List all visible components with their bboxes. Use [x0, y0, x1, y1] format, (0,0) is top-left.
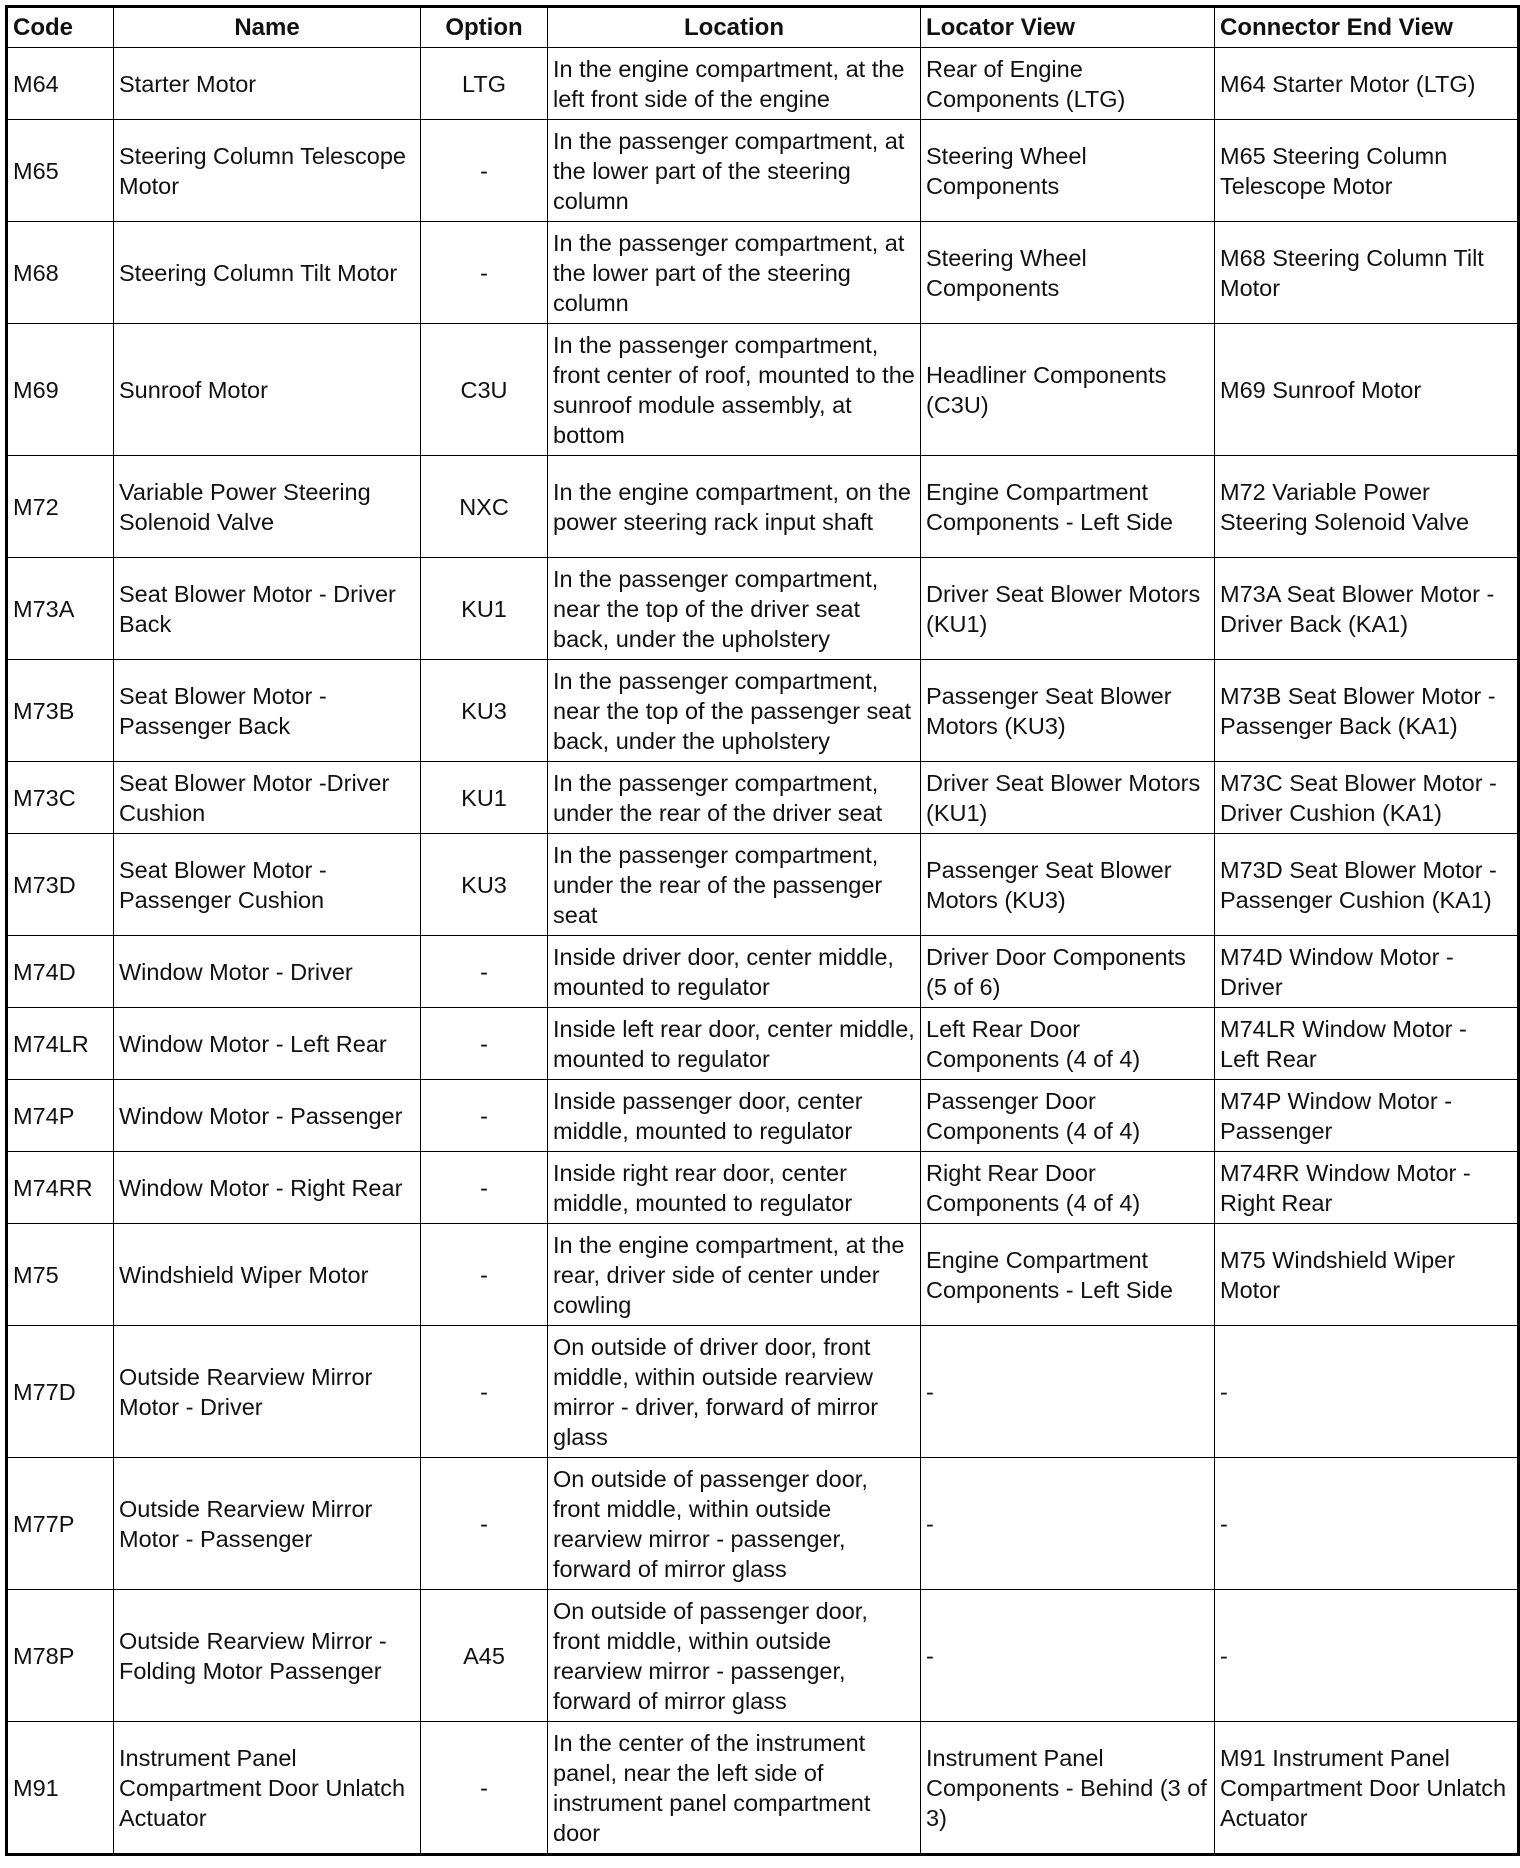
cell-option: - [421, 222, 548, 324]
table-row [7, 324, 1519, 456]
cell-option: - [421, 936, 548, 1008]
cell-name: Window Motor - Right Rear [114, 1152, 421, 1224]
cell-connector-end-view: M74D Window Motor - Driver [1215, 936, 1519, 1008]
cell-locator-view: - [921, 1590, 1215, 1722]
table-row [7, 1458, 1519, 1590]
cell-option: NXC [421, 456, 548, 558]
cell-code: M68 [7, 222, 114, 324]
cell-option: - [421, 1008, 548, 1080]
cell-code: M75 [7, 1224, 114, 1326]
cell-name: Outside Rearview Mirror Motor - Passenger [114, 1458, 421, 1590]
header-connector-end-view: Connector End View [1215, 7, 1519, 48]
table-row [7, 456, 1519, 558]
component-locator-table [5, 5, 1520, 1856]
cell-name: Window Motor - Passenger [114, 1080, 421, 1152]
cell-location: On outside of passenger door, front middle, within outside rearview mirror - passenger, forward of mirror glass [548, 1458, 921, 1590]
cell-connector-end-view: M65 Steering Column Telescope Motor [1215, 120, 1519, 222]
cell-location: Inside left rear door, center middle, mounted to regulator [548, 1008, 921, 1080]
cell-location: In the passenger compartment, under the rear of the passenger seat [548, 834, 921, 936]
cell-code: M72 [7, 456, 114, 558]
cell-option: - [421, 1080, 548, 1152]
cell-connector-end-view: M91 Instrument Panel Compartment Door Unlatch Actuator [1215, 1722, 1519, 1855]
cell-locator-view: - [921, 1326, 1215, 1458]
cell-name: Outside Rearview Mirror Motor - Driver [114, 1326, 421, 1458]
table-row [7, 120, 1519, 222]
cell-location: In the passenger compartment, at the lower part of the steering column [548, 120, 921, 222]
cell-location: In the passenger compartment, at the lower part of the steering column [548, 222, 921, 324]
header-code: Code [7, 7, 114, 48]
table-row [7, 936, 1519, 1008]
header-locator-view: Locator View [921, 7, 1215, 48]
cell-locator-view: - [921, 1458, 1215, 1590]
cell-option: C3U [421, 324, 548, 456]
table-row [7, 1590, 1519, 1722]
cell-code: M77P [7, 1458, 114, 1590]
cell-name: Window Motor - Left Rear [114, 1008, 421, 1080]
cell-option: A45 [421, 1590, 548, 1722]
cell-name: Steering Column Telescope Motor [114, 120, 421, 222]
cell-location: In the passenger compartment, front center of roof, mounted to the sunroof module assembly, at bottom [548, 324, 921, 456]
cell-name: Steering Column Tilt Motor [114, 222, 421, 324]
cell-option: - [421, 1326, 548, 1458]
cell-location: Inside passenger door, center middle, mounted to regulator [548, 1080, 921, 1152]
cell-locator-view: Driver Seat Blower Motors (KU1) [921, 762, 1215, 834]
cell-name: Window Motor - Driver [114, 936, 421, 1008]
cell-option: KU3 [421, 834, 548, 936]
cell-code: M64 [7, 48, 114, 120]
cell-connector-end-view: M72 Variable Power Steering Solenoid Valve [1215, 456, 1519, 558]
cell-location: In the engine compartment, at the left front side of the engine [548, 48, 921, 120]
cell-connector-end-view: M75 Windshield Wiper Motor [1215, 1224, 1519, 1326]
cell-location: On outside of driver door, front middle, within outside rearview mirror - driver, forward of mirror glass [548, 1326, 921, 1458]
cell-location: In the center of the instrument panel, near the left side of instrument panel compartment door [548, 1722, 921, 1855]
cell-location: In the engine compartment, at the rear, driver side of center under cowling [548, 1224, 921, 1326]
cell-connector-end-view: M64 Starter Motor (LTG) [1215, 48, 1519, 120]
cell-name: Instrument Panel Compartment Door Unlatch Actuator [114, 1722, 421, 1855]
cell-locator-view: Passenger Seat Blower Motors (KU3) [921, 834, 1215, 936]
cell-connector-end-view: M74RR Window Motor - Right Rear [1215, 1152, 1519, 1224]
table-row [7, 834, 1519, 936]
cell-locator-view: Headliner Components (C3U) [921, 324, 1215, 456]
cell-name: Sunroof Motor [114, 324, 421, 456]
cell-code: M77D [7, 1326, 114, 1458]
cell-locator-view: Engine Compartment Components - Left Side [921, 1224, 1215, 1326]
cell-name: Seat Blower Motor -Driver Cushion [114, 762, 421, 834]
cell-code: M78P [7, 1590, 114, 1722]
header-row [7, 7, 1519, 48]
cell-connector-end-view: M73D Seat Blower Motor - Passenger Cushion (KA1) [1215, 834, 1519, 936]
cell-locator-view: Rear of Engine Components (LTG) [921, 48, 1215, 120]
cell-code: M74RR [7, 1152, 114, 1224]
cell-connector-end-view: M73B Seat Blower Motor - Passenger Back (KA1) [1215, 660, 1519, 762]
cell-locator-view: Instrument Panel Components - Behind (3 of 3) [921, 1722, 1215, 1855]
cell-code: M73B [7, 660, 114, 762]
cell-name: Windshield Wiper Motor [114, 1224, 421, 1326]
table-row [7, 1152, 1519, 1224]
cell-connector-end-view: - [1215, 1590, 1519, 1722]
cell-location: In the engine compartment, on the power steering rack input shaft [548, 456, 921, 558]
cell-name: Seat Blower Motor - Passenger Cushion [114, 834, 421, 936]
cell-code: M74P [7, 1080, 114, 1152]
table-row [7, 1224, 1519, 1326]
cell-locator-view: Steering Wheel Components [921, 222, 1215, 324]
cell-option: - [421, 1722, 548, 1855]
cell-code: M73D [7, 834, 114, 936]
cell-location: In the passenger compartment, near the top of the driver seat back, under the upholstery [548, 558, 921, 660]
cell-location: In the passenger compartment, near the top of the passenger seat back, under the upholstery [548, 660, 921, 762]
table-row [7, 1326, 1519, 1458]
table-body [7, 48, 1519, 1855]
cell-option: LTG [421, 48, 548, 120]
cell-option: KU1 [421, 558, 548, 660]
cell-code: M74LR [7, 1008, 114, 1080]
cell-name: Seat Blower Motor - Passenger Back [114, 660, 421, 762]
cell-name: Seat Blower Motor - Driver Back [114, 558, 421, 660]
cell-connector-end-view: M74P Window Motor - Passenger [1215, 1080, 1519, 1152]
table-row [7, 558, 1519, 660]
cell-location: Inside driver door, center middle, mounted to regulator [548, 936, 921, 1008]
cell-connector-end-view: M69 Sunroof Motor [1215, 324, 1519, 456]
table-row [7, 1722, 1519, 1855]
cell-locator-view: Steering Wheel Components [921, 120, 1215, 222]
cell-connector-end-view: M68 Steering Column Tilt Motor [1215, 222, 1519, 324]
cell-code: M65 [7, 120, 114, 222]
table-row [7, 660, 1519, 762]
cell-connector-end-view: M73C Seat Blower Motor - Driver Cushion (KA1) [1215, 762, 1519, 834]
cell-code: M73A [7, 558, 114, 660]
cell-connector-end-view: - [1215, 1458, 1519, 1590]
cell-option: - [421, 1224, 548, 1326]
cell-option: KU1 [421, 762, 548, 834]
cell-connector-end-view: M73A Seat Blower Motor - Driver Back (KA1) [1215, 558, 1519, 660]
cell-name: Outside Rearview Mirror - Folding Motor Passenger [114, 1590, 421, 1722]
cell-code: M73C [7, 762, 114, 834]
table-row [7, 762, 1519, 834]
cell-name: Starter Motor [114, 48, 421, 120]
cell-connector-end-view: M74LR Window Motor - Left Rear [1215, 1008, 1519, 1080]
header-option: Option [421, 7, 548, 48]
cell-option: - [421, 1152, 548, 1224]
cell-locator-view: Driver Seat Blower Motors (KU1) [921, 558, 1215, 660]
table-row [7, 1080, 1519, 1152]
cell-name: Variable Power Steering Solenoid Valve [114, 456, 421, 558]
table-row [7, 48, 1519, 120]
cell-location: On outside of passenger door, front middle, within outside rearview mirror - passenger, forward of mirror glass [548, 1590, 921, 1722]
cell-locator-view: Left Rear Door Components (4 of 4) [921, 1008, 1215, 1080]
cell-location: In the passenger compartment, under the rear of the driver seat [548, 762, 921, 834]
cell-locator-view: Engine Compartment Components - Left Side [921, 456, 1215, 558]
cell-locator-view: Passenger Door Components (4 of 4) [921, 1080, 1215, 1152]
header-name: Name [114, 7, 421, 48]
cell-code: M91 [7, 1722, 114, 1855]
table-row [7, 1008, 1519, 1080]
cell-option: KU3 [421, 660, 548, 762]
cell-location: Inside right rear door, center middle, mounted to regulator [548, 1152, 921, 1224]
cell-locator-view: Passenger Seat Blower Motors (KU3) [921, 660, 1215, 762]
cell-locator-view: Driver Door Components (5 of 6) [921, 936, 1215, 1008]
header-location: Location [548, 7, 921, 48]
cell-locator-view: Right Rear Door Components (4 of 4) [921, 1152, 1215, 1224]
cell-code: M74D [7, 936, 114, 1008]
cell-connector-end-view: - [1215, 1326, 1519, 1458]
table-row [7, 222, 1519, 324]
cell-option: - [421, 1458, 548, 1590]
cell-code: M69 [7, 324, 114, 456]
cell-option: - [421, 120, 548, 222]
